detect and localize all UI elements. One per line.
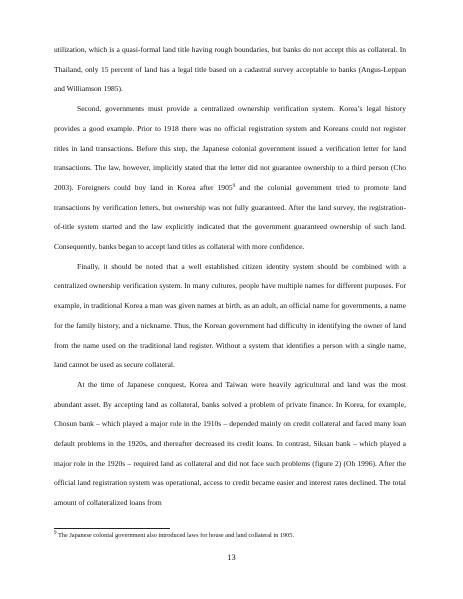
footnote [54,531,414,540]
paragraph-1: utilization, which is a quasi-formal land title having rough boundaries, but banks do not accept this as collateral. In Thailand, only 15 percent of land has a legal title based on a cadastral survey acceptable to banks (Angus-Leppan and Williamson 1985). [54,45,406,94]
paragraph-2 [54,99,406,257]
footnote-reference[interactable]: 9 [232,183,236,189]
page-number: 13 [227,552,236,562]
paragraph-4: At the time of Japanese conquest, Korea and Taiwan were heavily agricultural and land was the most abundant asset. By accepting land as collateral, banks solved a problem of private finance. In Korea, for example, Chosun bank – which played a major role in the 1910s – depended mainly on credit collateral and faced many loan default problems in the 1920s, and thereafter decreased its credit loans. In contrast, Siksan bank – which played a major role in the 1920s – required land as collateral and did not face such problems (figure 2) (Oh 1996). After the official land registration system was operational, access to credit became easier and interest rates declined. The total amount of collateralized loans from [54,379,406,508]
body-text [54,40,406,513]
paragraph-2-text-continued: and the colonial government tried to promote land transactions by verification letters, but ownership was not fully guaranteed. After the land survey, the registration-of-title system started and the law explicitly indicated that the government guaranteed ownership of such land. Consequently, banks began to accept land titles as collateral with more confidence. [54,182,406,252]
footnote-divider [54,528,170,529]
footnote-text: The Japanese colonial government also introduced laws for house and land collateral in 1905. [56,532,295,539]
paragraph-2-text: Second, governments must provide a centralized ownership verification system. Korea’s legal history provides a good example. Prior to 1918 there was no official registration system and Koreans could not register titles in land transactions. Before this step, the Japanese colonial government issued a verification letter for land transactions. The law, however, implicitly stated that the letter did not guarantee ownership to a third person (Cho 2003). Foreigners could buy land in Korea after 1905 [54,104,406,192]
footnote-number: 9 [54,531,57,536]
paragraph-3: Finally, it should be noted that a well established citizen identity system should be combined with a centralized ownership verification system. In many cultures, people have multiple names for different purposes. For example, in traditional Korea a man was given names at birth, as an adult, an official name for governments, a name for the family history, and a nickname. Thus, the Korean government had difficulty in identifying the owner of land from the name used on the traditional land register. Without a system that identifies a person with a single name, land cannot be used as secure collateral. [54,261,406,370]
